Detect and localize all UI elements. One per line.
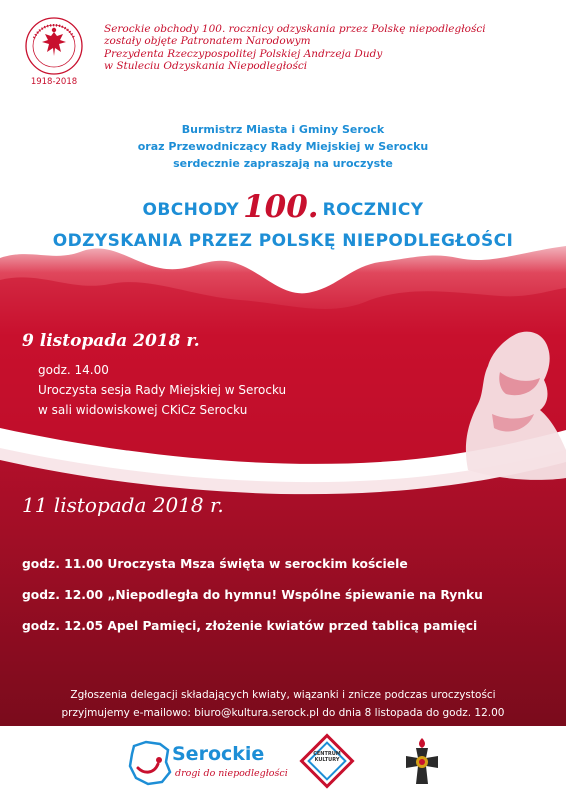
day1-desc-line: Uroczysta sesja Rady Miejskiej w Serocku [38, 383, 287, 397]
centenary-emblem [22, 16, 86, 90]
event-item: godz. 12.05 Apel Pamięci, złożenie kwiatów przed tablicą pamięci [22, 619, 478, 633]
patronage-text [104, 23, 544, 73]
day1-date: 9 listopada 2018 r. [22, 331, 200, 351]
centrum-kultury-logo [298, 732, 356, 790]
patronage-line: zostały objęte Patronatem Narodowym [104, 35, 311, 48]
title-line-1 [0, 189, 566, 225]
invitation-line: Burmistrz Miasta i Gminy Serock [181, 123, 385, 136]
title-part2: ROCZNICY [322, 200, 424, 220]
patronage-line: w Stuleciu Odzyskania Niepodległości [104, 60, 308, 73]
day1-desc-line: w sali widowiskowej CKiCz Serocku [38, 403, 248, 417]
serockie-tagline: drogi do niepodległości [175, 768, 288, 779]
day1-event [38, 360, 286, 420]
patronage-line: Serockie obchody 100. rocznicy odzyskania przez Polskę niepodległości [104, 23, 486, 35]
registration-line: Zgłoszenia delegacji składających kwiaty, wiązanki i znicze podczas uroczystości [70, 689, 496, 701]
event-item: godz. 12.00 „Niepodległa do hymnu! Wspólne śpiewanie na Rynku [22, 588, 483, 602]
serockie-logo [126, 738, 286, 794]
centrum-kultury-caption: CENTRUM KULTURY [313, 751, 341, 763]
day2-date: 11 listopada 2018 r. [22, 493, 224, 517]
registration-note [0, 686, 566, 722]
poland-map-icon [126, 738, 172, 788]
event-item: godz. 11.00 Uroczysta Msza święta w serockim kościele [22, 557, 408, 571]
title-line-2: ODZYSKANIA PRZEZ POLSKĘ NIEPODLEGŁOŚCI [52, 231, 514, 251]
invitation-text [0, 121, 566, 172]
emblem-years: 1918-2018 [30, 77, 78, 87]
invitation-line: serdecznie zapraszają na uroczyste [173, 157, 393, 170]
day2-events [22, 555, 483, 648]
title-part1: OBCHODY [142, 200, 240, 220]
patronage-line: Prezydenta Rzeczypospolitej Polskiej Andrzeja Dudy [104, 47, 383, 60]
registration-line: przyjmujemy e-mailowo: biuro@kultura.serock.pl do dnia 8 listopada do godz. 12.00 [61, 707, 505, 719]
military-cross-icon [400, 734, 444, 790]
title-number: 100. [243, 189, 319, 225]
invitation-line: oraz Przewodniczący Rady Miejskiej w Serocku [137, 140, 429, 153]
day1-time: godz. 14.00 [38, 363, 109, 377]
logo-bar [0, 726, 566, 800]
cross-emblem-logo [400, 734, 444, 790]
serockie-brand: Serockie [172, 743, 265, 765]
